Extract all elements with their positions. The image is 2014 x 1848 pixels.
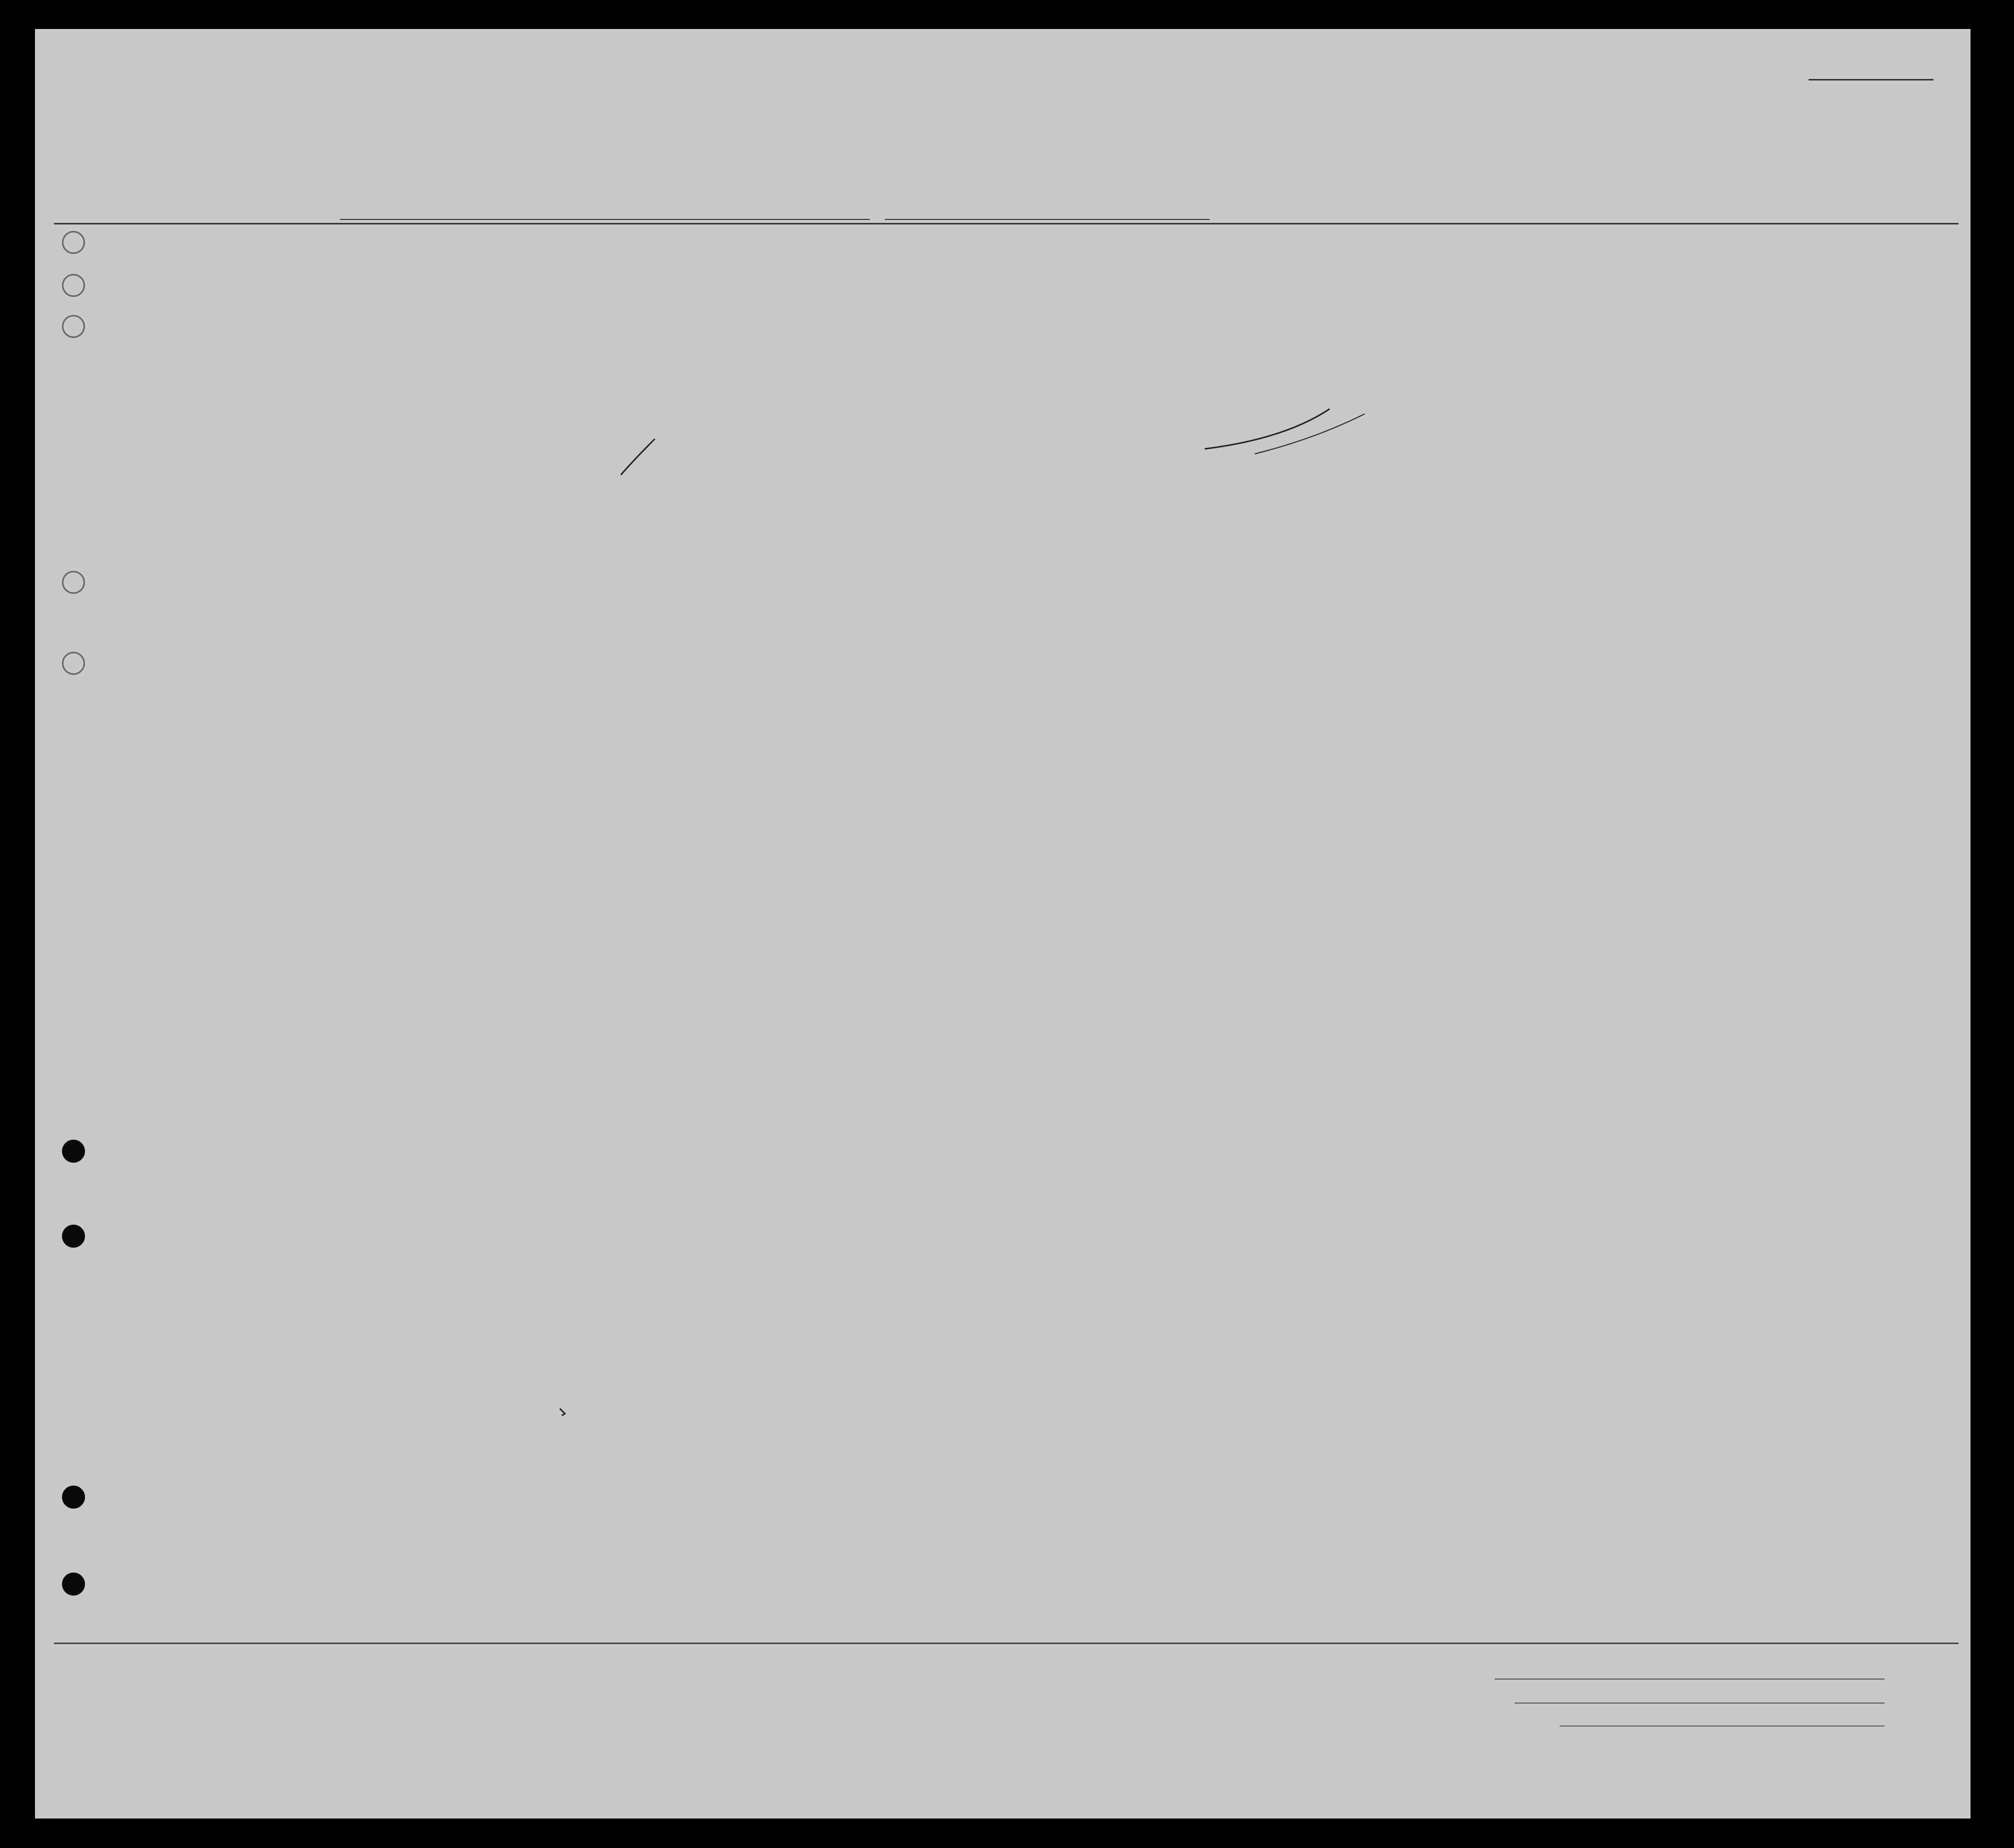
binder-hole bbox=[62, 571, 85, 594]
binder-hole bbox=[62, 1140, 85, 1163]
manifest-sheet bbox=[35, 29, 1971, 1819]
line-underline bbox=[1495, 1679, 1885, 1680]
binder-hole bbox=[62, 274, 85, 297]
binder-hole bbox=[62, 1573, 85, 1596]
handwritten-marks bbox=[35, 29, 1971, 1819]
owners-underline bbox=[1515, 1703, 1885, 1704]
binder-hole bbox=[62, 315, 85, 338]
binder-hole bbox=[62, 1486, 85, 1509]
binder-hole bbox=[62, 1225, 85, 1248]
footer-rule bbox=[54, 1643, 1959, 1644]
binder-hole bbox=[62, 231, 85, 254]
agents-underline bbox=[1560, 1726, 1885, 1727]
binder-hole bbox=[62, 652, 85, 675]
